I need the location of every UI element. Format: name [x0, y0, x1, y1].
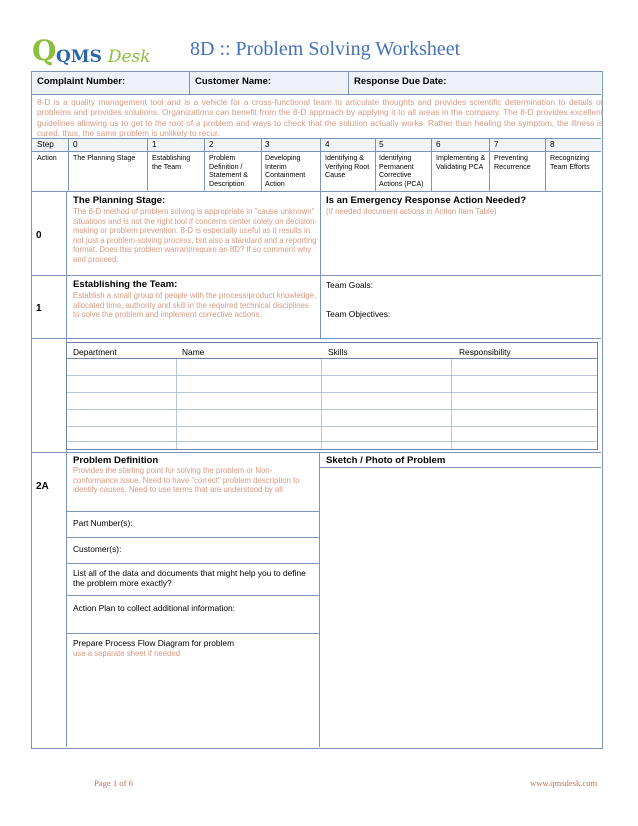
table-row[interactable] — [67, 410, 597, 426]
section-divider — [319, 453, 320, 747]
action-item: Identifying Permanent Corrective Actions (PCA) — [379, 154, 424, 188]
column-header-responsibility: Responsibility — [459, 347, 511, 357]
customers-label: Customer(s): — [73, 544, 122, 554]
step-number: 4 — [325, 140, 330, 149]
sketch-photo-title: Sketch / Photo of Problem — [326, 455, 446, 466]
team-goals-label: Team Goals: — [326, 280, 374, 290]
row-divider — [67, 633, 319, 634]
logo-mark: Q — [32, 34, 57, 67]
team-members-table — [66, 342, 598, 450]
header-divider — [348, 72, 349, 94]
emergency-response-note: (If needed document actions in Action Item Table) — [326, 207, 497, 216]
action-plan-field[interactable] — [70, 615, 316, 631]
step-number: 8 — [550, 140, 555, 149]
process-flow-label: Prepare Process Flow Diagram for problem — [73, 638, 235, 648]
row-divider — [67, 595, 319, 596]
grid-divider — [431, 139, 432, 191]
section-2a-number: 2A — [36, 481, 49, 492]
response-due-date-field[interactable] — [448, 74, 598, 92]
action-item: Problem Definition / Statement & Description — [209, 154, 249, 188]
customer-name-label: Customer Name: — [195, 76, 272, 87]
complaint-number-label: Complaint Number: — [37, 76, 126, 87]
customer-name-field[interactable] — [272, 74, 345, 92]
process-flow-note: use a separate sheet if needed — [73, 649, 181, 658]
section-1-description: Establish a small group of people with the process/product knowledge, allocated time, authority and skill in the required technical disciplines to solve the problem and implement corrective actions. — [73, 291, 317, 320]
grid-divider — [489, 139, 490, 191]
column-header-skills: Skills — [328, 347, 348, 357]
logo-text — [56, 47, 151, 67]
response-due-date-label: Response Due Date: — [354, 76, 447, 87]
row-divider — [32, 338, 601, 339]
section-0-description: The 8-D method of problem solving is appropriate in "cause unknown" situations and is not the right tool if concerns center solely on decision-making or problem prevention. 8-D is especially useful as it results in not just a problem-solving process, but also a standard and a reporting format. Does this problem warrant/require an 8D? If so comment why and proceed. — [73, 207, 318, 264]
step-number: 3 — [265, 140, 270, 149]
action-item: Developing Interim Containment Action — [265, 154, 306, 188]
section-divider — [320, 192, 321, 338]
grid-divider — [261, 139, 262, 191]
action-row-label: Action — [37, 154, 57, 162]
document-title: 8D :: Problem Solving Worksheet — [190, 38, 461, 60]
section-0-number: 0 — [36, 230, 42, 241]
action-item: The Planning Stage — [73, 154, 136, 162]
step-number: 2 — [209, 140, 214, 149]
data-documents-label: List all of the data and documents that might help you to define the problem more exactly? — [73, 568, 306, 589]
part-numbers-field[interactable] — [160, 514, 316, 534]
grid-divider — [320, 139, 321, 191]
process-flow-area[interactable] — [70, 662, 316, 744]
table-row[interactable] — [67, 427, 597, 441]
grid-divider — [147, 139, 148, 191]
table-row[interactable] — [67, 393, 597, 409]
website-url[interactable]: www.qmsdesk.com — [530, 778, 598, 788]
qmsdesk-logo — [32, 34, 151, 74]
column-header-department: Department — [73, 347, 117, 357]
customers-field[interactable] — [140, 540, 316, 560]
step-number: 1 — [152, 140, 157, 149]
action-item: Recognizing Team Efforts — [550, 154, 590, 171]
row-divider — [67, 563, 319, 564]
grid-divider — [68, 139, 69, 191]
part-numbers-label: Part Number(s): — [73, 518, 133, 528]
step-row — [32, 138, 601, 152]
table-row[interactable] — [67, 359, 597, 375]
step-row-label: Step — [37, 140, 54, 149]
row-divider — [32, 191, 601, 192]
action-item: Implementing & Validating PCA — [436, 154, 486, 171]
logo-name: QMS — [56, 47, 102, 67]
step-number: 0 — [73, 140, 78, 149]
grid-divider — [204, 139, 205, 191]
section-1-number: 1 — [36, 303, 42, 314]
step-number: 6 — [436, 140, 441, 149]
row-divider — [67, 537, 319, 538]
team-objectives-label: Team Objectives: — [326, 309, 391, 319]
grid-divider — [375, 139, 376, 191]
team-goals-field[interactable] — [326, 292, 596, 304]
section-1-title: Establishing the Team: — [73, 279, 178, 290]
section-2a-description: Provides the starting point for solving the problem or Non-conformance issue. Need to have "correct" problem description to identify causes. Need to use terms that are understood by all. — [73, 466, 300, 495]
grid-divider — [545, 139, 546, 191]
step-number: 7 — [494, 140, 499, 149]
header-divider — [189, 72, 190, 94]
column-header-name: Name — [182, 347, 205, 357]
emergency-response-field[interactable] — [324, 220, 598, 272]
page-number: Page 1 of 6 — [94, 778, 133, 788]
intro-paragraph: 8-D is a quality management tool and is a vehicle for a cross-functional team to articulate thoughts and provides scientific determination to details of problems and provides solutions. Organizations can benefit from the 8-D approach by applying it to all areas in the company. The 8-D provides excellent guidelines allowing us to get to the root of a problem and ways to check that the solution actually works. Rather than healing the symptom, the illness is cured, thus, the same problem is unlikely to recur. — [37, 97, 603, 139]
section-0-title: The Planning Stage: — [73, 195, 166, 206]
step-column-divider — [66, 192, 67, 747]
action-item: Preventing Recurrence — [494, 154, 531, 171]
complaint-number-field[interactable] — [120, 74, 186, 92]
table-row-line — [67, 441, 597, 442]
action-item: Establishing the Team — [152, 154, 191, 171]
action-plan-label: Action Plan to collect additional information: — [73, 603, 236, 613]
table-row[interactable] — [67, 376, 597, 392]
sketch-photo-area[interactable] — [321, 469, 599, 745]
logo-name-suffix: Desk — [107, 47, 151, 67]
step-number: 5 — [379, 140, 384, 149]
row-divider — [32, 275, 601, 276]
team-objectives-field[interactable] — [326, 321, 596, 335]
section-2a-title: Problem Definition — [73, 455, 159, 466]
row-divider — [67, 511, 319, 512]
action-item: Identifying & Verifying Root Cause — [325, 154, 370, 180]
emergency-response-title: Is an Emergency Response Action Needed? — [326, 195, 527, 206]
